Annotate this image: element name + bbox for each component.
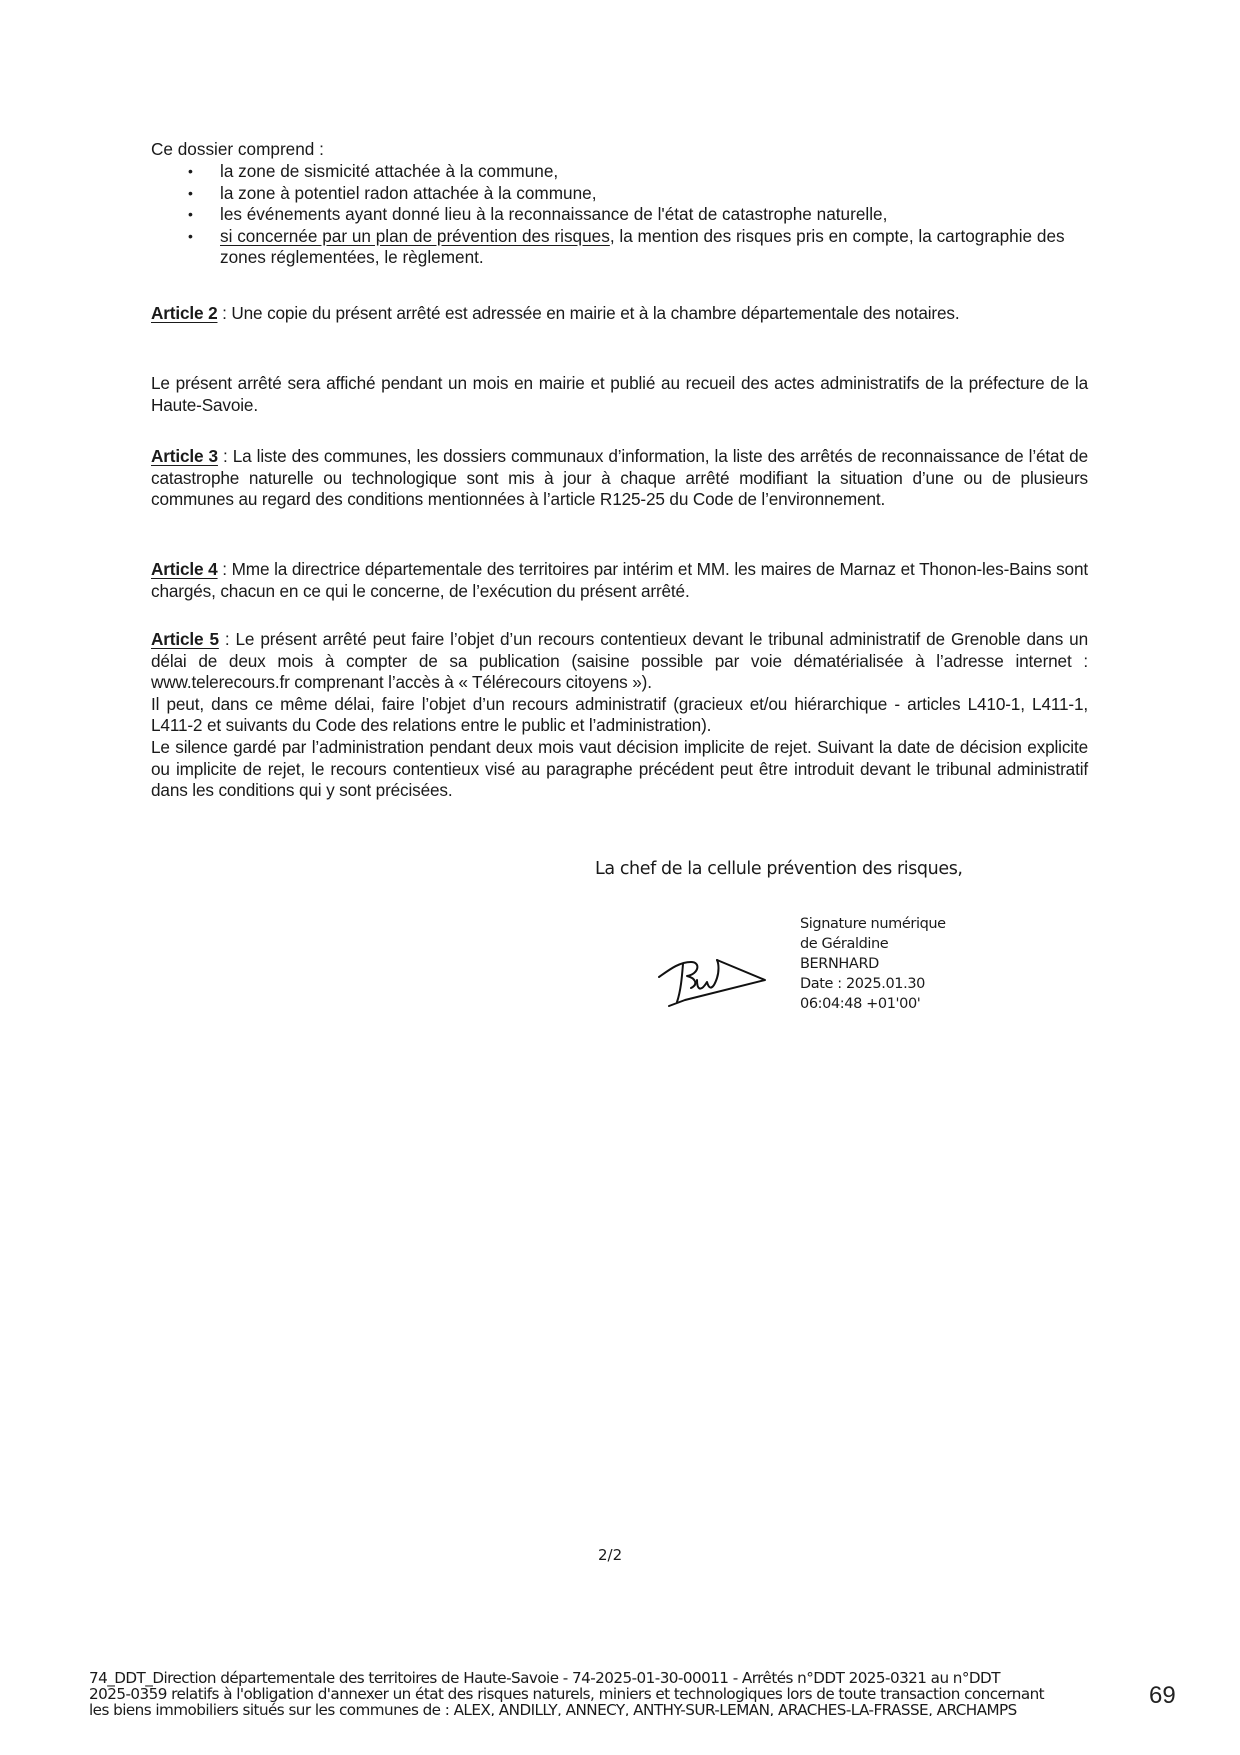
handwritten-signature <box>655 950 775 1012</box>
dossier-contents-list <box>151 161 1088 269</box>
bullet-icon: • <box>188 206 193 223</box>
article-3-label: Article 3 <box>151 446 218 466</box>
article-5 <box>151 629 1088 802</box>
bullet-icon: • <box>188 227 193 244</box>
article-2-label: Article 2 <box>151 303 218 323</box>
list-item <box>151 226 1088 269</box>
signature-line: Signature numérique <box>800 916 946 932</box>
signature-line: de Géraldine <box>800 936 889 952</box>
article-3 <box>151 446 1088 511</box>
article-2 <box>151 303 1088 325</box>
display-paragraph: Le présent arrêté sera affiché pendant un mois en mairie et publié au recueil des actes administratifs de la préfecture de la Haute-Savoie. <box>151 373 1088 415</box>
list-item <box>151 161 1088 183</box>
article-4 <box>151 559 1088 602</box>
footer-line: les biens immobiliers situés sur les communes de : ALEX, ANDILLY, ANNECY, ANTHY-SUR-LEMAN, ARACHES-LA-FRASSE, ARCHAMPS <box>89 1701 1017 1716</box>
article-5-para-1 <box>151 629 1088 694</box>
signature-time: 06:04:48 +01'00' <box>800 996 921 1012</box>
footer-reference <box>89 1670 1109 1716</box>
article-2-text: : Une copie du présent arrêté est adressée en mairie et à la chambre départementale des notaires. <box>217 303 960 323</box>
article-5-label: Article 5 <box>151 629 219 649</box>
article-3-text: : La liste des communes, les dossiers communaux d’information, la liste des arrêtés de reconnaissance de l’état de catastrophe naturelle ou technologique sont mis à jour à chaque arrêté modifiant la situation d’une ou de plusieurs communes au regard des conditions mentionnées à l’article R125-25 du Code de l’environnement. <box>151 446 1088 510</box>
bullet-icon: • <box>188 163 193 179</box>
list-item-text: la zone de sismicité attachée à la commune, <box>220 161 559 181</box>
article-4-text: : Mme la directrice départementale des territoires par intérim et MM. les maires de Marnaz et Thonon-les-Bains sont chargés, chacun en ce qui le concerne, de l’exécution du présent arrêté. <box>151 559 1088 601</box>
footer-line: 74_DDT_Direction départementale des territoires de Haute-Savoie - 74-2025-01-30-00011 - Arrêtés n°DDT 2025-0321 au n°DDT <box>89 1670 1000 1687</box>
article-5-text: : Le présent arrêté peut faire l’objet d’un recours contentieux devant le tribunal administratif de Grenoble dans un délai de deux mois à compter de sa publication (saisine possible par voie dématérialisée à l’adresse internet : www.telerecours.fr comprenant l’accès à « Télérecours citoyens »). <box>151 629 1088 693</box>
signatory-title: La chef de la cellule prévention des risques, <box>595 859 963 879</box>
article-5-para-2: Il peut, dans ce même délai, faire l’objet d’un recours administratif (gracieux et/ou hiérarchique - articles L410-1, L411-1, L411-2 et suivants du Code des relations entre le public et l’administration). <box>151 693 1088 736</box>
list-item-underlined-text: si concernée par un plan de prévention des risques <box>220 225 610 246</box>
list-item-text: les événements ayant donné lieu à la reconnaissance de l'état de catastrophe naturelle, <box>220 204 888 225</box>
list-item-text: la zone à potentiel radon attachée à la commune, <box>220 182 597 203</box>
digital-signature-block <box>800 914 946 1014</box>
signature-date: Date : 2025.01.30 <box>800 976 925 992</box>
list-item <box>151 183 1088 205</box>
bullet-icon: • <box>188 184 193 201</box>
folio-number: 69 <box>1149 1682 1176 1709</box>
footer-line: 2025-0359 relatifs à l'obligation d'annexer un état des risques naturels, miniers et technologiques lors de toute transaction concernant <box>89 1685 1045 1703</box>
article-4-label: Article 4 <box>151 559 218 579</box>
list-item-text: , la mention des risques pris en compte, la cartographie des zones réglementées, le règlement. <box>220 225 1065 268</box>
signature-line: BERNHARD <box>800 956 879 972</box>
dossier-intro: Ce dossier comprend : <box>151 139 324 159</box>
list-item <box>151 204 1088 226</box>
page-number: 2/2 <box>598 1546 623 1564</box>
article-5-para-3: Le silence gardé par l’administration pendant deux mois vaut décision implicite de rejet. Suivant la date de décision explicite ou implicite de rejet, le recours contentieux visé au paragraphe précédent peut être introduit devant le tribunal administratif dans les conditions qui y sont précisées. <box>151 736 1088 801</box>
